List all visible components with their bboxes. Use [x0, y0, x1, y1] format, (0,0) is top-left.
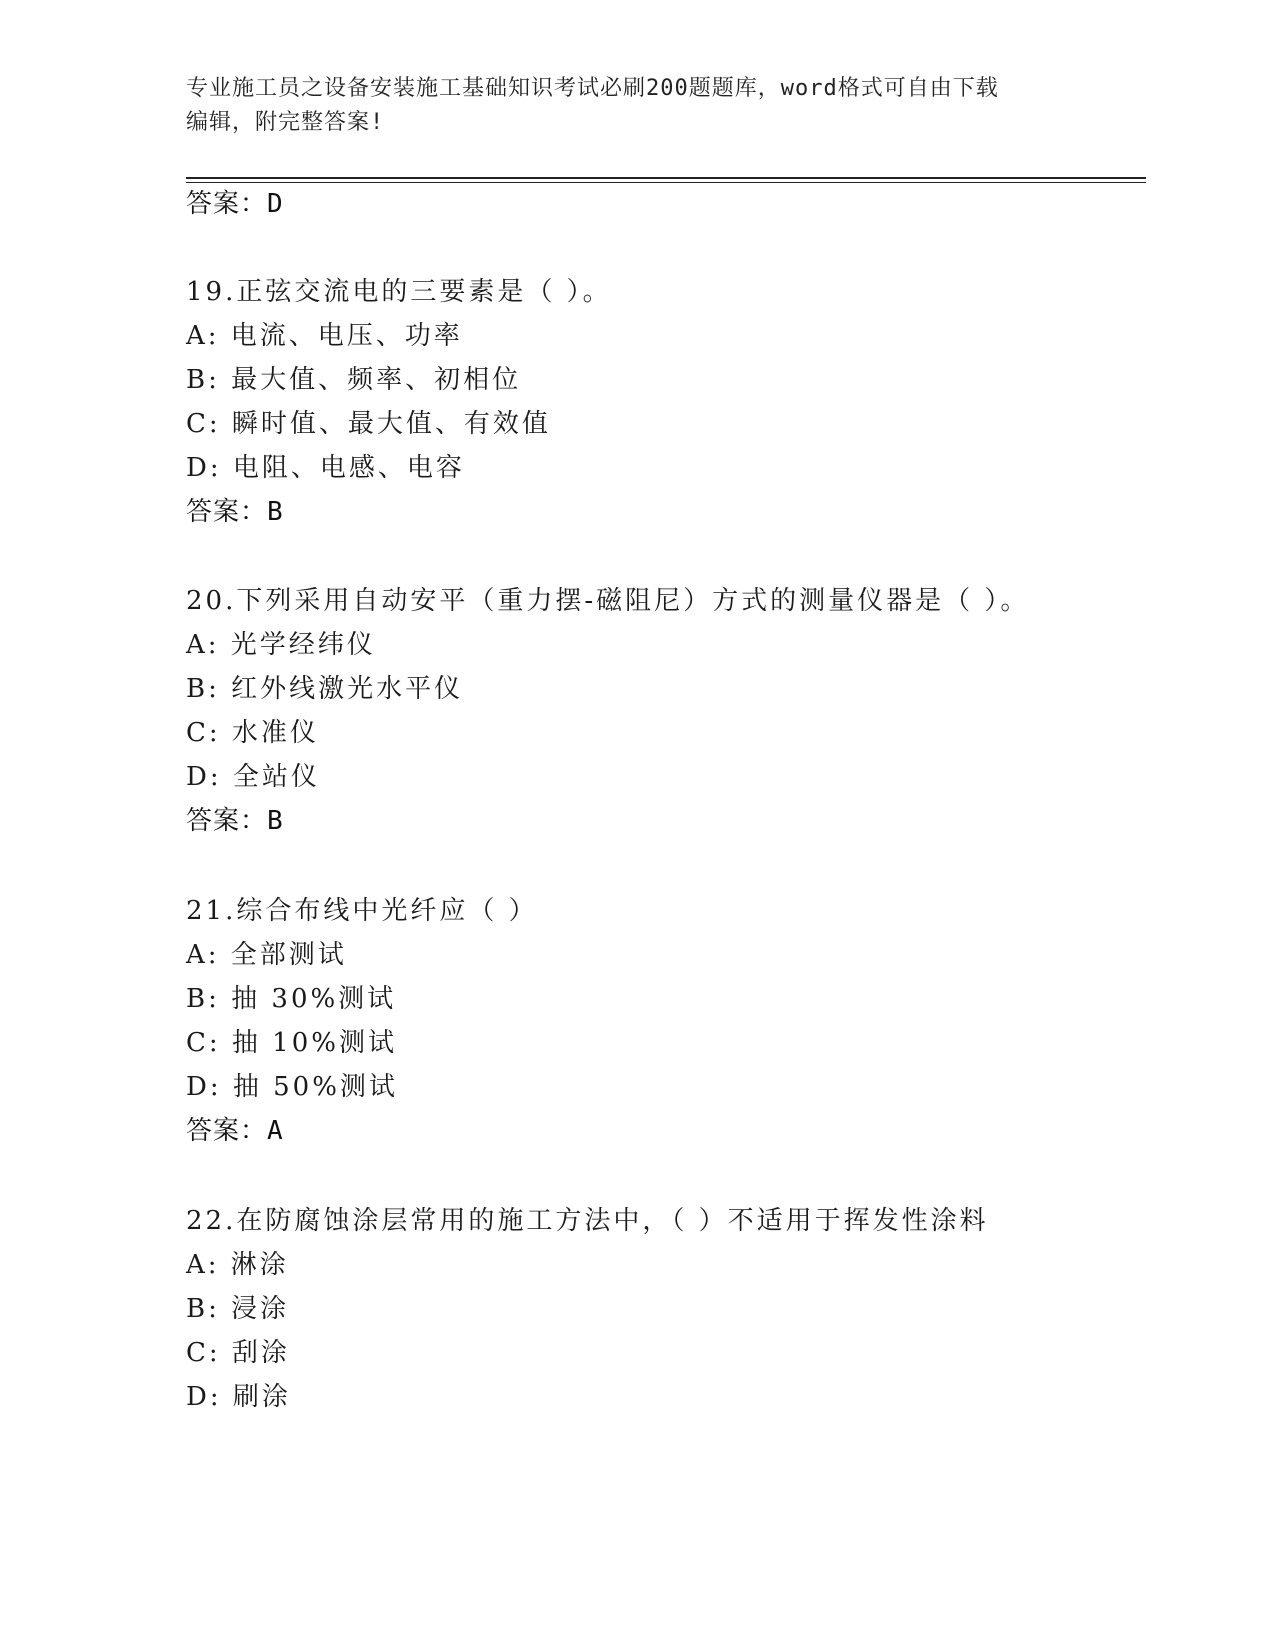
- option-d: D: 刷涂: [186, 1382, 291, 1412]
- option-d: D: 全站仪: [186, 762, 320, 792]
- option-d: D: 抽 50%测试: [186, 1072, 398, 1102]
- document-header: [186, 72, 1086, 140]
- answer-line: 答案：D: [186, 189, 284, 219]
- option-c: C: 抽 10%测试: [186, 1028, 397, 1058]
- question-stem: 19.正弦交流电的三要素是（ ）。: [186, 277, 612, 307]
- answer-line: 答案：B: [186, 497, 284, 527]
- answer-line: 答案：B: [186, 806, 284, 836]
- option-a: A: 光学经纬仪: [186, 630, 376, 660]
- header-line-2: 编辑，附完整答案!: [186, 110, 385, 135]
- header-line-1: 专业施工员之设备安装施工基础知识考试必刷200题题库，word格式可自由下载: [186, 76, 999, 101]
- option-b: B: 抽 30%测试: [186, 984, 397, 1014]
- option-b: B: 最大值、频率、初相位: [186, 365, 522, 395]
- option-c: C: 刮涂: [186, 1338, 290, 1368]
- answer-line: 答案：A: [186, 1116, 284, 1146]
- header-rule-thick: [186, 177, 1146, 179]
- option-b: B: 浸涂: [186, 1294, 290, 1324]
- option-d: D: 电阻、电感、电容: [186, 453, 465, 483]
- question-stem: 21.综合布线中光纤应（ ）: [186, 896, 538, 926]
- option-a: A: 淋涂: [186, 1250, 289, 1280]
- question-stem: 22.在防腐蚀涂层常用的施工方法中，（ ）不适用于挥发性涂料: [186, 1206, 989, 1236]
- header-rule-thin: [186, 182, 1146, 183]
- option-a: A: 电流、电压、功率: [186, 321, 463, 351]
- option-b: B: 红外线激光水平仪: [186, 674, 464, 704]
- question-stem: 20.下列采用自动安平（重力摆-磁阻尼）方式的测量仪器是（ ）。: [186, 586, 1030, 616]
- option-c: C: 水准仪: [186, 718, 319, 748]
- option-a: A: 全部测试: [186, 940, 347, 970]
- option-c: C: 瞬时值、最大值、有效值: [186, 409, 551, 439]
